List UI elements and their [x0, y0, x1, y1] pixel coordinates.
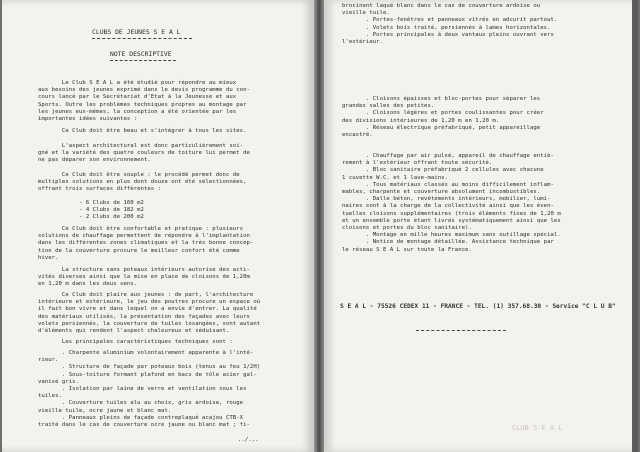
continuation-mark: ../... [238, 437, 259, 443]
left-page [2, 0, 314, 452]
paragraph-beau: Ce Club doit être beau et s'intégrer à tous les sites. [38, 128, 247, 134]
paragraph-structure: La structure sans poteaux intérieurs autorise des acti- vités diverses ainsi que la mise en place de cloisons de 1,20m en 1,20 m dans les deux sens. [38, 267, 250, 288]
right-paragraph-2: . Cloisons épaisses et bloc-portes pour séparer les grandes salles des petites. . Cloisons légères et portes coulissantes pour créer des divisions intérieures de 1,20 m en 1,20 m. . Réseau électrique préfabriqué, petit appareillage encastré. [342, 96, 544, 139]
characteristics-heading: Les principales caractéristiques techniques sont : [38, 339, 233, 345]
right-paragraph-1: brocinent laqué blanc dans le cas de couverture ardoise ou vieille tuile. . Portes-fenêtres et panneaux vitrés en adcurit partout. . Volets bois traité, persiennés à lames horizontales. . Portes principales à deux vantaux pleins ouvrant vers l'extérieur. [342, 3, 558, 46]
document-title: CLUBS DE JEUNES S E A L [92, 28, 181, 36]
right-edge-shadow [632, 0, 638, 452]
title-underline [92, 38, 192, 39]
paragraph-souple: Ce Club doit être souple : le procédé permet donc de multiples solutions en plus dont douze ont été sélectionnées, offrant trois surfaces différentes : [38, 172, 247, 193]
faint-bottom-stamp: CLUB S E A L [512, 424, 563, 432]
book-gutter [314, 0, 324, 452]
paragraph-plaire: Ce Club doit plaire aux jeunes : de part, l'architecture intérieure et extérieure, le jeu des poutres procure un espace où il fait bon vivre et dans lequel on a envie d'entrer. La qualité des matériaux utilisés, la présentation des façades avec leurs volets persiennés, la couverture de tuiles losangées, sont autant d'éléments qui rendent l'aspect chaleureux et séduisant. [38, 292, 261, 335]
right-page [324, 0, 638, 452]
characteristics-list: . Charpente aluminium volontairement apparente à l'inté- rieur. . Structure de façade par poteaux bois (tenus au feu 1/2H) . Sous-toiture formant plafond en bacs de tôle acier gal- vanisé gris. . Isolation par laine de verre et ventilation sous les tuiles. . Couverture tuiles alu au choix, gris ardoise, rouge vieille tuile, ocre jaune et blanc mat. . Panneaux pleins de façade contreplaqué acajou CTB-X traité dans le cas de couverture ocre jaune ou blanc mat ; fi- [38, 350, 261, 429]
subtitle-underline [110, 60, 176, 61]
intro-paragraph: Le Club S E A L a été étudié pour répondre au mieux aux besoins des jeunes exprimé dans le devis programme du con- cours lancé par le Secrétariat d'Etat à la Jeunesse et aux Sports. Outre les problèmes techniques propres au montage par les jeunes eux-mêmes, la conception a été orientée par les importantes idées suivantes : [38, 80, 250, 123]
document-subtitle: NOTE DESCRIPTIVE [110, 50, 172, 58]
right-paragraph-3: . Chauffage par air pulsé, appareil de chauffage entiè- rement à l'extérieur offrant toute sécurité. . Bloc sanitaire préfabriqué 2 cellules avec chacune 1 cuvette W.C. et 1 lave-mains. . Tous matériaux classés au moins difficilement inflam- mables, charpente et couverture absolument incombustibles. . Dalle béton, revêtements intérieurs, mobilier, lumi- naires sont à la charge de la collectivité ainsi que les éven- tuelles cloisons supplémentaires (trois éléments fixes de 1,20 m et un ensemble porte étant livrés systématiquement ainsi que les cloisons et portes du bloc sanitaire). . Montage en mille heures maximum sans outillage spécial. . Notice de montage détaillée. Assistance technique par le réseau S E A L sur toute la France. [342, 153, 561, 253]
footer-underline [416, 330, 506, 331]
paragraph-confortable: Ce Club doit être confortable et pratique : plusieurs solutions de chauffage permettent de répondre à l'implantation dans les différentes zones climatiques et la très bonne concep- tion de la couverture procure le meilleur confort été comme hiver. [38, 226, 254, 261]
contact-footer: S E A L - 75526 CEDEX 11 - FRANCE - TEL. (1) 357.68.30 - Service "C L U B" [340, 303, 616, 310]
paragraph-architecture: L'aspect architectural est donc particulièrement soi- gné et la variété des quatre couleurs de toiture lui permet de ne pas déparer son environnement. [38, 143, 250, 164]
surfaces-list: - 6 Clubs de 160 m2 - 4 Clubs de 182 m2 - 2 Clubs de 200 m2 [79, 200, 144, 221]
